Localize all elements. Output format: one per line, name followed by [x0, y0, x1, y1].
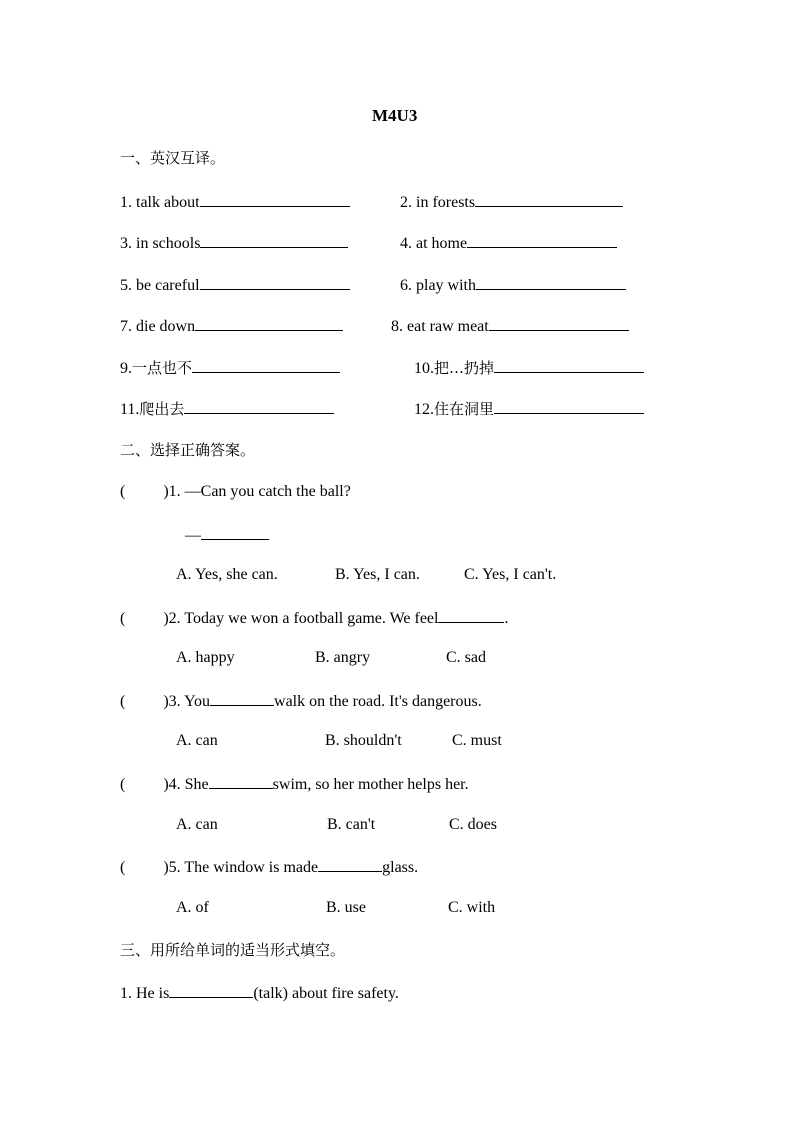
answer-blank[interactable] [184, 398, 334, 414]
option-a: A. Yes, she can. [176, 566, 278, 583]
item-text-end: about fire safety. [291, 985, 399, 1002]
option-b: B. angry [315, 649, 371, 666]
item-number: 8. [391, 318, 403, 335]
answer-blank[interactable] [475, 191, 623, 207]
translate-item-2 [400, 191, 623, 213]
answer-blank[interactable] [318, 856, 382, 872]
question-number: 5. [168, 859, 181, 876]
translate-item-6 [400, 274, 626, 296]
answer-paren-open[interactable]: ( [120, 859, 126, 876]
answer-paren-close: ) [163, 776, 169, 793]
question-stem-end: glass. [382, 859, 419, 876]
item-text: 一点也不 [132, 359, 193, 377]
option-b: B. Yes, I can. [335, 566, 420, 583]
answer-paren-open[interactable]: ( [120, 610, 126, 627]
answer-paren-open[interactable]: ( [120, 776, 126, 793]
translate-item-11 [120, 398, 334, 420]
item-number: 5. [120, 277, 132, 294]
item-number: 6. [400, 277, 412, 294]
item-text: eat raw meat [407, 318, 489, 335]
option-c: C. sad [446, 649, 486, 666]
item-text: 把…扔掉 [434, 359, 495, 377]
question-number: 2. [168, 610, 181, 627]
choice-question-1 [120, 482, 351, 502]
item-text: He is [136, 985, 170, 1002]
answer-paren-close: ) [163, 610, 169, 627]
answer-blank[interactable] [200, 274, 350, 290]
item-text: talk about [136, 194, 200, 211]
item-number: 3. [120, 235, 132, 252]
question-stem: —Can you catch the ball? [184, 483, 351, 500]
translate-item-3 [120, 232, 348, 254]
option-c: C. Yes, I can't. [464, 566, 557, 583]
answer-paren-close: ) [163, 483, 169, 500]
answer-paren-open[interactable]: ( [120, 483, 126, 500]
answer-blank[interactable] [494, 398, 644, 414]
answer-blank[interactable] [209, 773, 273, 789]
option-c: C. does [449, 816, 497, 833]
page-title: M4U3 [372, 106, 418, 125]
choice-question-4 [120, 773, 469, 795]
answer-blank[interactable] [494, 357, 644, 373]
section-2-heading: 二、选择正确答案。 [120, 441, 256, 459]
translate-item-10 [414, 357, 644, 379]
answer-blank[interactable] [200, 191, 350, 207]
item-number: 1. [120, 194, 132, 211]
choice-question-2 [120, 607, 508, 629]
question-stem-end: swim, so her mother helps her. [272, 776, 469, 793]
item-number: 12. [414, 401, 434, 418]
item-text: be careful [136, 277, 200, 294]
item-number: 9. [120, 360, 132, 377]
item-number: 11. [120, 401, 140, 418]
question-number: 3. [168, 693, 181, 710]
answer-blank[interactable] [201, 524, 269, 540]
option-a: A. can [176, 816, 218, 833]
answer-blank[interactable] [476, 274, 626, 290]
item-number: 1. [120, 985, 132, 1002]
option-a: A. can [176, 732, 218, 749]
option-c: C. must [452, 732, 502, 749]
option-b: B. use [326, 899, 366, 916]
section-3-heading: 三、用所给单词的适当形式填空。 [120, 941, 346, 959]
question-stem: She [184, 776, 209, 793]
item-number: 4. [400, 235, 412, 252]
answer-paren-close: ) [163, 859, 169, 876]
question-number: 4. [168, 776, 181, 793]
reply-line [185, 524, 269, 546]
question-number: 1. [168, 483, 181, 500]
section-1-heading: 一、英汉互译。 [120, 149, 226, 167]
item-number: 2. [400, 194, 412, 211]
item-text: 爬出去 [139, 400, 185, 418]
word-hint: (talk) [253, 985, 288, 1002]
item-text: play with [416, 277, 476, 294]
item-number: 10. [414, 360, 434, 377]
item-number: 7. [120, 318, 132, 335]
translate-item-8 [391, 315, 629, 337]
option-a: A. happy [176, 649, 235, 666]
answer-paren-open[interactable]: ( [120, 693, 126, 710]
reply-dash: — [185, 527, 201, 544]
answer-blank[interactable] [195, 315, 343, 331]
item-text: die down [136, 318, 196, 335]
item-text: 住在洞里 [434, 400, 495, 418]
option-b: B. shouldn't [325, 732, 402, 749]
question-stem: The window is made [184, 859, 319, 876]
question-stem: You [184, 693, 211, 710]
item-text: in forests [416, 194, 476, 211]
translate-item-7 [120, 315, 343, 337]
option-b: B. can't [327, 816, 376, 833]
item-text: at home [416, 235, 468, 252]
option-a: A. of [176, 899, 209, 916]
item-text: in schools [136, 235, 201, 252]
translate-item-5 [120, 274, 350, 296]
choice-question-5 [120, 856, 418, 878]
answer-blank[interactable] [192, 357, 340, 373]
translate-item-4 [400, 232, 617, 254]
translate-item-1 [120, 191, 350, 213]
answer-blank[interactable] [467, 232, 617, 248]
answer-blank[interactable] [489, 315, 629, 331]
option-c: C. with [448, 899, 496, 916]
answer-blank[interactable] [169, 982, 253, 998]
question-stem-end: . [504, 610, 509, 627]
answer-blank[interactable] [438, 607, 504, 623]
question-stem: Today we won a football game. We feel [184, 610, 439, 627]
question-stem-end: walk on the road. It's dangerous. [274, 693, 482, 710]
answer-blank[interactable] [210, 690, 274, 706]
translate-item-12 [414, 398, 644, 420]
translate-item-9 [120, 357, 340, 379]
answer-blank[interactable] [200, 232, 348, 248]
choice-question-3 [120, 690, 482, 712]
answer-paren-close: ) [163, 693, 169, 710]
fill-item-1 [120, 982, 399, 1004]
